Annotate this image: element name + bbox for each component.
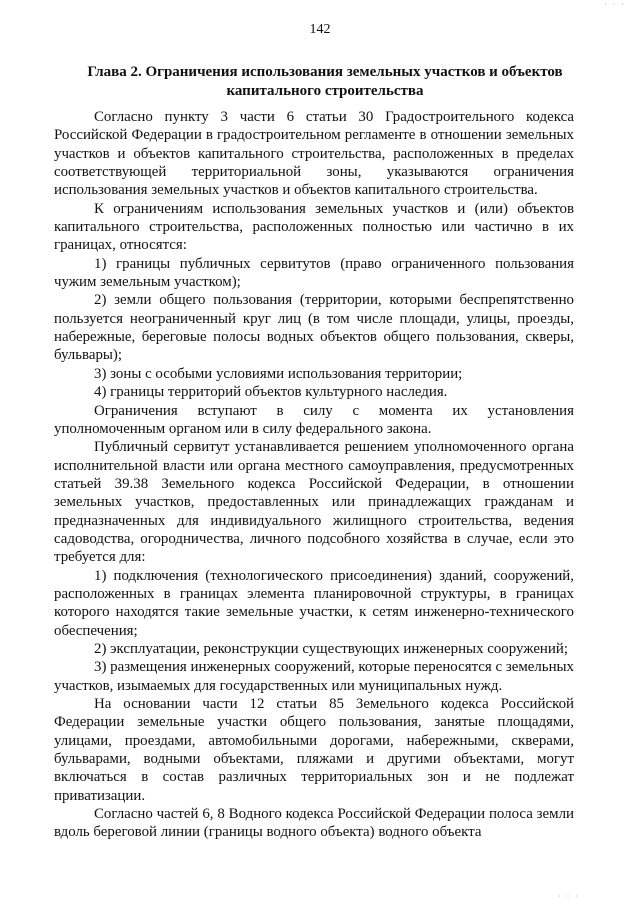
page-number: 142 <box>309 22 331 37</box>
paragraph: На основании части 12 статьи 85 Земельного кодекса Российской Федерации земельные участки общего пользования, занятые площадями, улицами, проездами, автомобильными дорогами, набережными, скверами, бульварами, водными объектами, пляжами и другими объектами, могут включаться в состав различных территориальных зон и не подлежат приватизации. <box>54 696 574 804</box>
list-item: 1) границы публичных сервитутов (право ограниченного пользования чужим земельным участком); <box>54 255 574 291</box>
list-item: 2) эксплуатации, реконструкции существующих инженерных сооружений; <box>94 640 568 657</box>
scan-mark-bottom: · · · <box>558 892 580 901</box>
paragraph: Согласно пункту 3 части 6 статьи 30 Градостроительного кодекса Российской Федерации в градостроительном регламенте в отношении земельных участков и объектов капитального строительства, расположенных в пределах соответствующей территориальной зоны, указываются ограничения использования земельных участков и объектов капитального строительства. <box>54 109 574 199</box>
paragraph: К ограничениям использования земельных участков и (или) объектов капитального строительства, расположенных полностью или частично в их границах, относятся: <box>54 200 574 254</box>
list-item: 3) зоны с особыми условиями использования территории; <box>94 365 463 382</box>
list-item: 2) земли общего пользования (территории, которыми беспрепятственно пользуется неограниченный круг лиц (в том числе площади, улицы, проезды, набережные, береговые полосы водных объектов общего пользования, скверы, бульвары); <box>54 292 574 364</box>
paragraph: Ограничения вступают в силу с момента их установления уполномоченным органом или в силу федерального закона. <box>54 402 574 437</box>
paragraph: Публичный сервитут устанавливается решением уполномоченного органа исполнительной власти или органа местного самоуправления, предусмотренных статьей 39.38 Земельного кодекса Российской Федерации, в отношении земельных участков, предоставленных или принадлежащих гражданам и предназначенных для индивидуального жилищного строительства, ведения садоводства, огородничества, личного подсобного хозяйства в случае, если это требуется для: <box>54 439 574 566</box>
chapter-heading: Глава 2. Ограничения использования земельных участков и объектов капитального строительства <box>87 64 563 99</box>
list-item: 3) размещения инженерных сооружений, которые переносятся с земельных участков, изымаемых для государственных или муниципальных нужд. <box>54 659 574 694</box>
list-item: 4) границы территорий объектов культурного наследия. <box>94 384 448 401</box>
document-body <box>54 108 574 842</box>
paragraph: Согласно частей 6, 8 Водного кодекса Российской Федерации полоса земли вдоль береговой линии (границы водного объекта) водного объекта <box>54 806 574 841</box>
scan-mark-top: · · · <box>604 0 626 9</box>
list-item: 1) подключения (технологического присоединения) зданий, сооружений, расположенных в границах элемента планировочной структуры, в границах которого находятся такие земельные участки, к сетям инженерно-технического обеспечения; <box>54 567 574 639</box>
